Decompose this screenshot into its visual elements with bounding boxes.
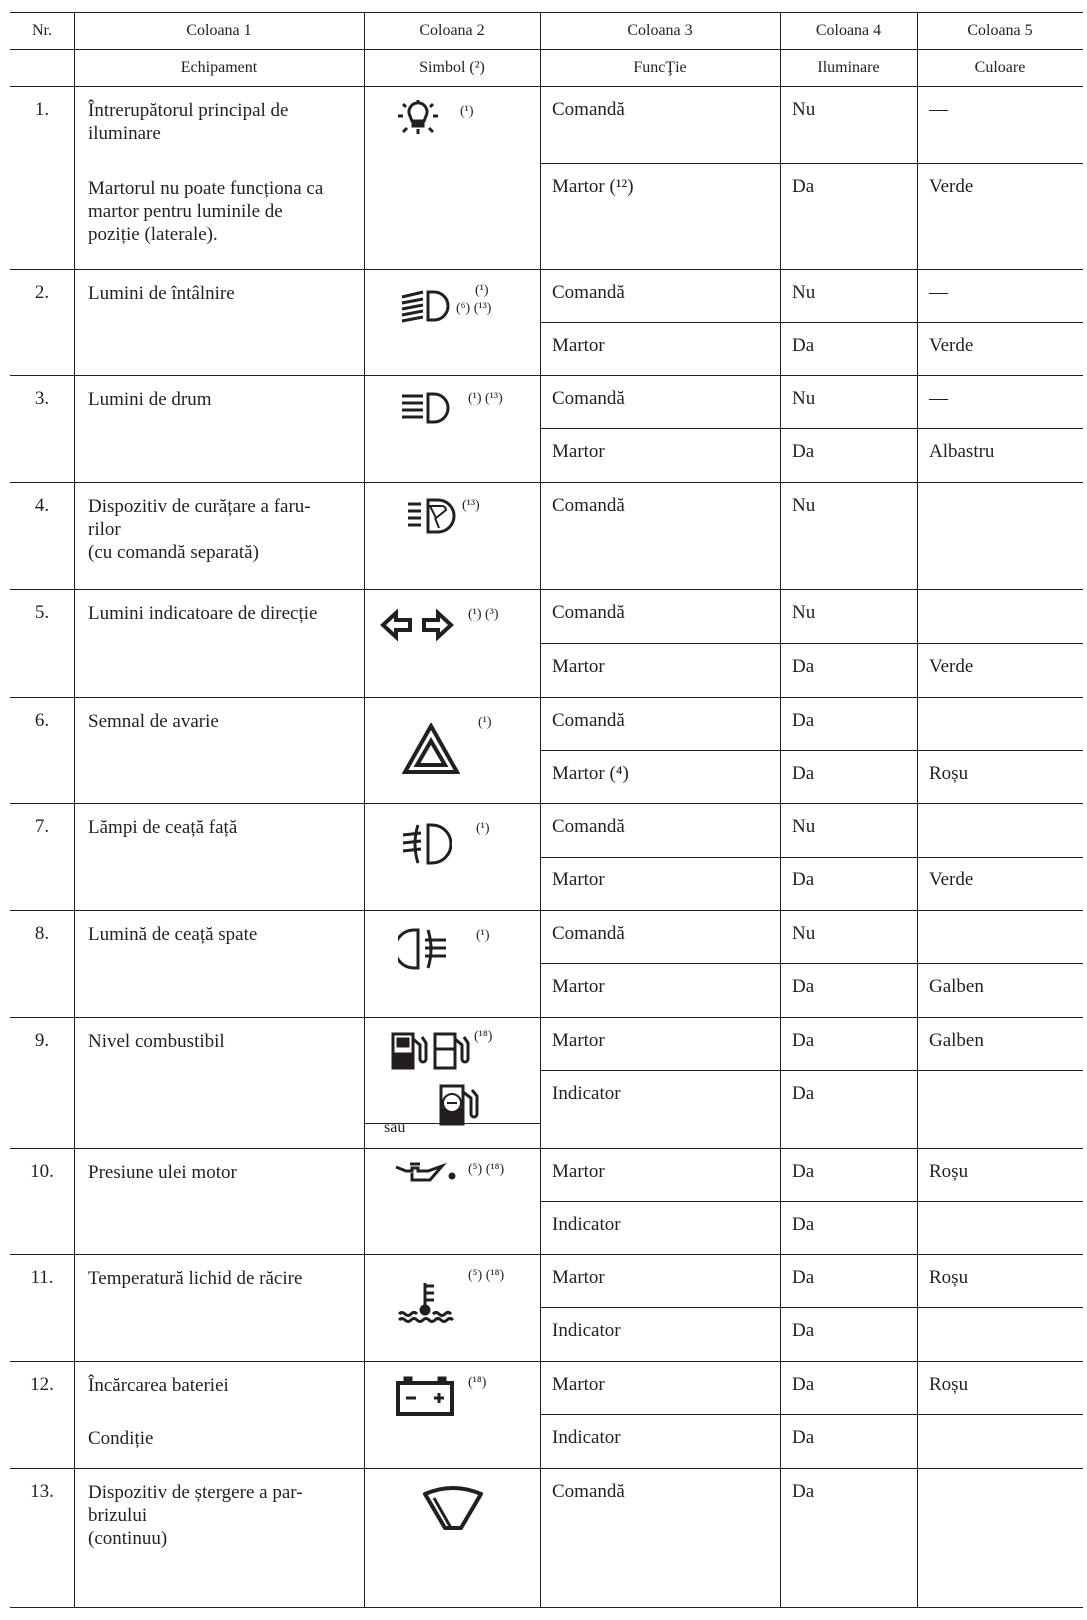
- color-cell: [917, 697, 1083, 803]
- function-value: Indicator: [552, 1214, 621, 1235]
- row-number: 6.: [34, 710, 50, 731]
- symbol-refs: (¹): [476, 928, 490, 943]
- illumination-value: Da: [792, 1320, 815, 1341]
- illumination-cell: [780, 910, 917, 1017]
- function-value: Martor: [552, 441, 605, 462]
- table-row: [10, 269, 1083, 375]
- row-number: 3.: [34, 388, 50, 409]
- illumination-value: Nu: [792, 923, 816, 944]
- illumination-value: Da: [792, 1481, 815, 1502]
- illumination-value: Nu: [792, 816, 816, 837]
- symbol-refs: (¹): [475, 283, 489, 298]
- equipment-name: Presiune ulei motor: [88, 1162, 237, 1183]
- equipment-name: Întrerupătorul principal de iluminare: [88, 100, 289, 144]
- equipment-cell: [74, 910, 364, 1017]
- function-cell: [540, 375, 780, 482]
- illumination-value: Da: [792, 976, 815, 997]
- equipment-name: Lumini de întâlnire: [88, 283, 235, 304]
- color-cell: [917, 86, 1083, 269]
- symbol-refs: (¹⁸): [474, 1029, 493, 1044]
- color-value: —: [929, 99, 948, 120]
- table-row: [10, 375, 1083, 482]
- symbol-refs: (¹): [478, 715, 492, 730]
- equipment-name: Lumini de drum: [88, 389, 212, 410]
- hazard-triangle-icon: [402, 723, 460, 775]
- header-col1: Coloana 1: [186, 22, 252, 39]
- main-light-switch-icon: [394, 98, 442, 146]
- header-iluminare: Iluminare: [817, 59, 880, 76]
- illumination-value: Da: [792, 763, 815, 784]
- illumination-cell: [780, 589, 917, 697]
- color-value: Roșu: [929, 763, 969, 784]
- header-functie: FuncŢie: [633, 59, 687, 76]
- table-row: [10, 1254, 1083, 1361]
- symbol-cell: [364, 1017, 540, 1148]
- windscreen-wiper-icon: [422, 1484, 484, 1532]
- illumination-value: Nu: [792, 282, 816, 303]
- header-culoare: Culoare: [974, 59, 1026, 76]
- equipment-cell: [74, 1254, 364, 1361]
- equipment-cell: [74, 482, 364, 589]
- table-row: [10, 589, 1083, 697]
- function-value: Martor: [552, 1161, 605, 1182]
- color-value: Roșu: [929, 1374, 969, 1395]
- function-value: Martor (⁴): [552, 763, 629, 784]
- function-value: Indicator: [552, 1427, 621, 1448]
- function-value: Indicator: [552, 1083, 621, 1104]
- function-value: Martor: [552, 1030, 605, 1051]
- function-cell: [540, 910, 780, 1017]
- function-cell: [540, 1254, 780, 1361]
- color-value: [917, 589, 1083, 602]
- illumination-value: Da: [792, 1427, 815, 1448]
- row-number: 10.: [30, 1161, 54, 1182]
- table-row: [10, 803, 1083, 910]
- illumination-value: Nu: [792, 602, 816, 623]
- symbol-refs: (⁵) (¹⁸): [468, 1268, 505, 1283]
- color-value: [917, 482, 1083, 495]
- function-value: Comandă: [552, 388, 625, 409]
- color-value: [917, 910, 1083, 923]
- function-value: Comandă: [552, 282, 625, 303]
- equipment-name: Lumină de ceață spate: [88, 924, 258, 945]
- illumination-cell: [780, 1148, 917, 1254]
- equipment-cell: [74, 86, 364, 269]
- illumination-value: Nu: [792, 99, 816, 120]
- header-nr: Nr.: [32, 22, 52, 39]
- row-number: 4.: [34, 495, 50, 516]
- color-value: [917, 1201, 1083, 1214]
- header-row: [10, 12, 1083, 49]
- color-value: Galben: [929, 976, 984, 997]
- illumination-value: Da: [792, 710, 815, 731]
- symbol-refs-secondary: (⁶) (¹³): [456, 301, 492, 316]
- header-col3: Coloana 3: [627, 22, 693, 39]
- function-cell: [540, 589, 780, 697]
- header-col4: Coloana 4: [815, 22, 882, 39]
- table-bottom-rule: [10, 1607, 1083, 1608]
- illumination-value: Da: [792, 1083, 815, 1104]
- row-number: 8.: [34, 923, 50, 944]
- illumination-cell: [780, 269, 917, 375]
- color-value: Galben: [929, 1030, 984, 1051]
- illumination-value: Da: [792, 1267, 815, 1288]
- table-row: [10, 1148, 1083, 1254]
- color-value: [917, 1468, 1083, 1481]
- function-cell: [540, 1148, 780, 1254]
- color-cell: [917, 910, 1083, 1017]
- equipment-name: Dispozitiv de ștergere a par- brizului (continuu): [88, 1482, 303, 1549]
- function-cell: [540, 803, 780, 910]
- function-value: Comandă: [552, 923, 625, 944]
- illumination-value: Da: [792, 1030, 815, 1051]
- symbol-cell: [364, 375, 540, 482]
- function-value: Martor (¹²): [552, 176, 634, 197]
- symbol-cell: [364, 86, 540, 269]
- illumination-cell: [780, 1361, 917, 1468]
- function-cell: [540, 1017, 780, 1148]
- row-number: 9.: [34, 1030, 50, 1051]
- color-cell: [917, 482, 1083, 589]
- equipment-cell: [74, 1148, 364, 1254]
- symbol-alternative-label: sau: [384, 1119, 406, 1136]
- dipped-beam-icon: [398, 289, 454, 323]
- color-value: Roșu: [929, 1161, 969, 1182]
- table-row: [10, 1468, 1083, 1607]
- illumination-value: Da: [792, 441, 815, 462]
- color-value: [917, 1414, 1083, 1427]
- function-value: Comandă: [552, 602, 625, 623]
- illumination-cell: [780, 697, 917, 803]
- function-cell: [540, 482, 780, 589]
- row-number: 11.: [30, 1267, 54, 1288]
- function-cell: [540, 269, 780, 375]
- function-value: Martor: [552, 869, 605, 890]
- subheader-row: [10, 49, 1083, 86]
- row-number: 1.: [34, 99, 50, 120]
- function-value: Comandă: [552, 99, 625, 120]
- symbol-cell: [364, 697, 540, 803]
- illumination-value: Da: [792, 1374, 815, 1395]
- equipment-cell: [74, 1468, 364, 1607]
- color-cell: [917, 1361, 1083, 1468]
- main-beam-icon: [398, 391, 454, 425]
- color-cell: [917, 375, 1083, 482]
- equipment-cell: [74, 803, 364, 910]
- color-value: Verde: [929, 656, 974, 677]
- illumination-value: Da: [792, 1161, 815, 1182]
- illumination-value: Da: [792, 1214, 815, 1235]
- battery-icon: [394, 1373, 456, 1417]
- symbol-cell: [364, 589, 540, 697]
- illumination-value: Da: [792, 869, 815, 890]
- equipment-cell: [74, 375, 364, 482]
- illumination-cell: [780, 803, 917, 910]
- function-value: Comandă: [552, 1481, 625, 1502]
- fuel-pump-gauge-icon: [438, 1083, 480, 1127]
- equipment-note: Condiție: [88, 1428, 154, 1449]
- illumination-value: Nu: [792, 388, 816, 409]
- symbol-refs: (¹): [476, 821, 490, 836]
- color-value: [917, 803, 1083, 816]
- function-value: Martor: [552, 335, 605, 356]
- header-col2: Coloana 2: [419, 22, 485, 39]
- header-echipament: Echipament: [180, 59, 258, 76]
- row-number: 7.: [34, 816, 50, 837]
- equipment-cell: [74, 589, 364, 697]
- color-cell: [917, 589, 1083, 697]
- fuel-pump-icon: [390, 1031, 428, 1071]
- symbol-refs: (¹) (¹³): [468, 391, 503, 406]
- color-value: [917, 697, 1083, 710]
- color-value: Roșu: [929, 1267, 969, 1288]
- illumination-cell: [780, 86, 917, 269]
- color-value: —: [929, 282, 948, 303]
- symbol-refs: (¹³): [462, 498, 480, 513]
- headlamp-cleaning-icon: [404, 496, 460, 536]
- color-value: Verde: [929, 176, 974, 197]
- color-cell: [917, 1254, 1083, 1361]
- equipment-cell: [74, 697, 364, 803]
- symbol-cell: [364, 1361, 540, 1468]
- function-value: Comandă: [552, 495, 625, 516]
- illumination-value: Da: [792, 335, 815, 356]
- fuel-pump-empty-icon: [432, 1031, 470, 1071]
- table-row: [10, 697, 1083, 803]
- table-row: [10, 1017, 1083, 1148]
- equipment-cell: [74, 1361, 364, 1468]
- color-value: Albastru: [929, 441, 995, 462]
- equipment-name: Încărcarea bateriei: [88, 1375, 229, 1396]
- illumination-value: Da: [792, 176, 815, 197]
- header-simbol: Simbol (²): [419, 59, 485, 76]
- color-value: Verde: [929, 335, 974, 356]
- equipment-name: Nivel combustibil: [88, 1031, 225, 1052]
- header-col5: Coloana 5: [967, 22, 1033, 39]
- color-cell: [917, 803, 1083, 910]
- function-cell: [540, 697, 780, 803]
- row-number: 5.: [34, 602, 50, 623]
- function-value: Martor: [552, 1374, 605, 1395]
- equipment-cell: [74, 269, 364, 375]
- row-number: 13.: [30, 1481, 54, 1502]
- table-row: [10, 910, 1083, 1017]
- function-cell: [540, 1361, 780, 1468]
- equipment-cell: [74, 1017, 364, 1148]
- equipment-note: Martorul nu poate funcționa ca martor pentru luminile de poziție (laterale).: [88, 178, 324, 245]
- symbol-cell: [364, 1148, 540, 1254]
- table-row: [10, 1361, 1083, 1468]
- color-value: [917, 1307, 1083, 1320]
- row-number: 12.: [30, 1374, 54, 1395]
- symbol-cell: [364, 910, 540, 1017]
- equipment-name: Dispozitiv de curățare a faru- rilor (cu comandă separată): [88, 496, 311, 563]
- symbol-refs: (¹): [460, 104, 474, 119]
- rear-fog-lamp-icon: [398, 926, 450, 972]
- color-cell: [917, 269, 1083, 375]
- illumination-cell: [780, 482, 917, 589]
- function-value: Indicator: [552, 1320, 621, 1341]
- function-value: Martor: [552, 976, 605, 997]
- symbol-cell: [364, 269, 540, 375]
- color-cell: [917, 1148, 1083, 1254]
- illumination-cell: [780, 1017, 917, 1148]
- color-cell: [917, 1017, 1083, 1148]
- color-cell: [917, 1468, 1083, 1607]
- symbol-refs: (¹) (³): [468, 607, 499, 622]
- equipment-name: Semnal de avarie: [88, 711, 219, 732]
- color-value: —: [929, 388, 948, 409]
- equipment-name: Temperatură lichid de răcire: [88, 1268, 303, 1289]
- symbol-refs: (¹⁸): [468, 1375, 487, 1390]
- illumination-cell: [780, 1468, 917, 1607]
- equipment-name: Lămpi de ceață față: [88, 817, 238, 838]
- function-cell: [540, 86, 780, 269]
- symbol-refs: (⁵) (¹⁸): [468, 1162, 505, 1177]
- symbol-cell: [364, 482, 540, 589]
- oil-can-icon: [394, 1160, 456, 1182]
- turn-signal-arrows-icon: [380, 609, 454, 641]
- function-value: Martor: [552, 656, 605, 677]
- function-cell: [540, 1468, 780, 1607]
- equipment-name: Lumini indicatoare de direcție: [88, 603, 318, 624]
- front-fog-lamp-icon: [400, 821, 452, 867]
- illumination-cell: [780, 375, 917, 482]
- table-row: [10, 482, 1083, 589]
- function-value: Comandă: [552, 710, 625, 731]
- symbol-cell: [364, 1254, 540, 1361]
- function-value: Comandă: [552, 816, 625, 837]
- illumination-cell: [780, 1254, 917, 1361]
- row-number: 2.: [34, 282, 50, 303]
- coolant-temperature-icon: [396, 1280, 454, 1326]
- symbol-cell: [364, 803, 540, 910]
- table-row: [10, 86, 1083, 269]
- color-value: Verde: [929, 869, 974, 890]
- function-value: Martor: [552, 1267, 605, 1288]
- illumination-value: Nu: [792, 495, 816, 516]
- illumination-value: Da: [792, 656, 815, 677]
- symbol-cell: [364, 1468, 540, 1607]
- color-value: [917, 1070, 1083, 1083]
